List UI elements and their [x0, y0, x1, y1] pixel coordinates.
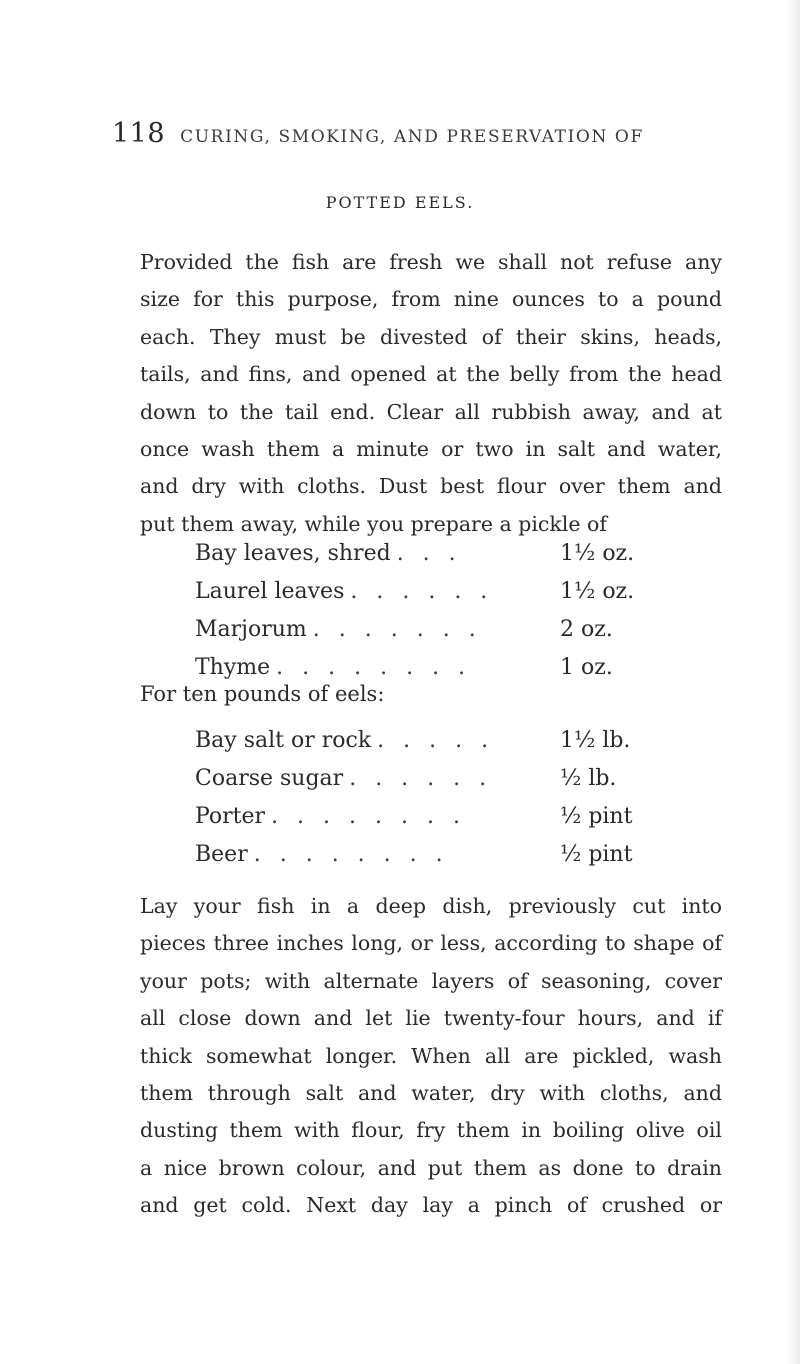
method-line: all close down and let lie twenty-four hours, and if: [140, 1006, 722, 1031]
leader-dots: . . .: [396, 541, 462, 566]
method-line: your pots; with alternate layers of seasoning, cover: [140, 968, 722, 993]
intro-line: once wash them a minute or two in salt and water,: [140, 437, 722, 462]
method-line: and get cold. Next day lay a pinch of crushed or: [140, 1193, 722, 1218]
page-number: 118: [112, 118, 166, 149]
ingredient-quantity: 1½ oz.: [560, 579, 635, 604]
running-title: CURING, SMOKING, AND PRESERVATION OF: [180, 127, 644, 147]
method-paragraph: [140, 888, 722, 1225]
eel-quantity-subhead: For ten pounds of eels:: [140, 682, 385, 706]
intro-line: tails, and fins, and opened at the belly from the head: [140, 362, 722, 387]
intro-line: size for this purpose, from nine ounces to a pound: [140, 287, 722, 312]
leader-dots: . . . . . . . .: [253, 842, 449, 867]
intro-line: down to the tail end. Clear all rubbish away, and at: [140, 399, 722, 424]
ingredient-row: [195, 804, 680, 842]
pickle-ingredient-list: [195, 541, 680, 693]
intro-line: each. They must be divested of their skins, heads,: [140, 324, 722, 349]
ingredient-row: [195, 728, 680, 766]
method-line: them through salt and water, dry with cloths, and: [140, 1081, 722, 1106]
method-line: a nice brown colour, and put them as done to drain: [140, 1155, 722, 1180]
leader-dots: . . . . . . . .: [276, 655, 472, 680]
ingredient-name: Coarse sugar: [195, 766, 344, 791]
method-line: pieces three inches long, or less, according to shape of: [140, 931, 722, 956]
ingredient-name: Bay leaves, shred: [195, 541, 391, 566]
intro-line: put them away, while you prepare a pickle of: [140, 511, 607, 536]
running-head: [112, 118, 712, 149]
ingredient-name: Thyme: [195, 655, 271, 680]
ingredient-quantity: 2 oz.: [560, 617, 613, 642]
method-line: Lay your fish in a deep dish, previously cut into: [140, 894, 722, 918]
leader-dots: . . . . . .: [350, 579, 494, 604]
ingredient-quantity: 1 oz.: [560, 655, 613, 680]
ingredient-name: Porter: [195, 804, 266, 829]
ingredient-row: [195, 842, 680, 880]
leader-dots: . . . . .: [377, 728, 495, 753]
ingredient-name: Laurel leaves: [195, 579, 345, 604]
leader-dots: . . . . . . .: [312, 617, 482, 642]
section-title: POTTED EELS.: [325, 193, 475, 212]
leader-dots: . . . . . .: [349, 766, 493, 791]
intro-paragraph: [140, 244, 722, 543]
method-line: dusting them with flour, fry them in boiling olive oil: [140, 1118, 722, 1143]
ingredient-name: Bay salt or rock: [195, 728, 372, 753]
ingredient-quantity: ½ lb.: [560, 766, 617, 791]
intro-line: Provided the fish are fresh we shall not refuse any: [140, 250, 722, 274]
ingredient-quantity: ½ pint: [560, 842, 633, 867]
ingredient-quantity: ½ pint: [560, 804, 633, 829]
ingredient-row: [195, 579, 680, 617]
intro-line: and dry with cloths. Dust best flour over them and: [140, 474, 722, 499]
method-line: thick somewhat longer. When all are pickled, wash: [140, 1043, 722, 1068]
eel-ingredient-list: [195, 728, 680, 880]
ingredient-quantity: 1½ lb.: [560, 728, 631, 753]
ingredient-name: Beer: [195, 842, 248, 867]
ingredient-row: [195, 541, 680, 579]
ingredient-name: Marjorum: [195, 617, 307, 642]
ingredient-quantity: 1½ oz.: [560, 541, 635, 566]
leader-dots: . . . . . . . .: [271, 804, 466, 829]
ingredient-row: [195, 766, 680, 804]
ingredient-row: [195, 617, 680, 655]
